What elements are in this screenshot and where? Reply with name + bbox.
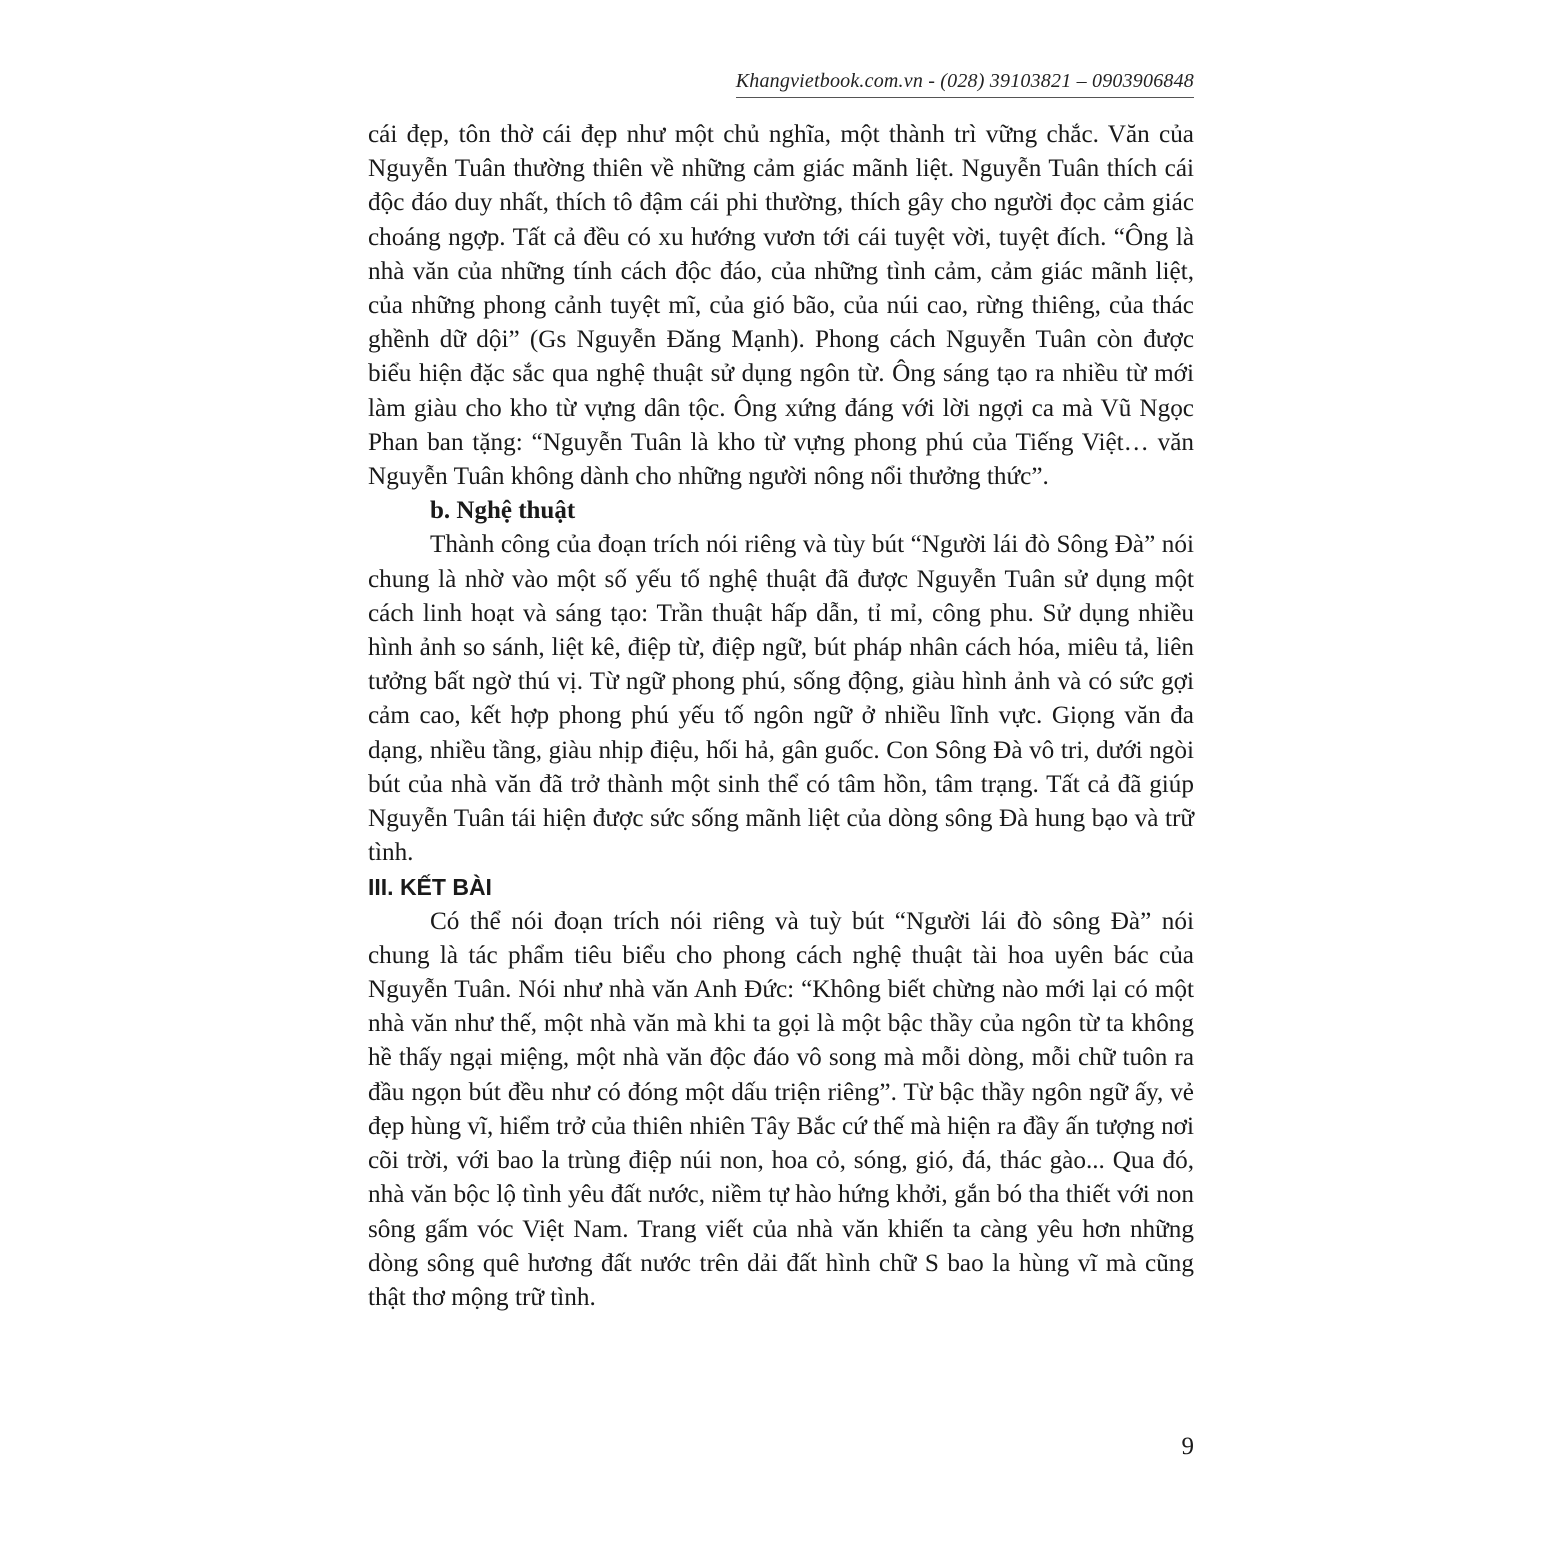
section-heading-ket-bai: III. KẾT BÀI <box>368 874 492 901</box>
paragraph-nghe-thuat: Thành công của đoạn trích nói riêng và tùy bút “Người lái đò Sông Đà” nói chung là nhờ vào một số yếu tố nghệ thuật đã được Nguyễn Tuân sử dụng một cách linh hoạt và sáng tạo: Trần thuật hấp dẫn, tỉ mỉ, công phu. Sử dụng nhiều hình ảnh so sánh, liệt kê, điệp từ, điệp ngữ, bút pháp nhân cách hóa, miêu tả, liên tưởng bất ngờ thú vị. Từ ngữ phong phú, sống động, giàu hình ảnh và có sức gợi cảm cao, kết hợp phong phú yếu tố ngôn ngữ ở nhiều lĩnh vực. Giọng văn đa dạng, nhiều tầng, giàu nhịp điệu, hối hả, gân guốc. Con Sông Đà vô tri, dưới ngòi bút của nhà văn đã trở thành một sinh thể có tâm hồn, tâm trạng. Tất cả đã giúp Nguyễn Tuân tái hiện được sức sống mãnh liệt của dòng sông Đà hung bạo và trữ tình. <box>368 531 1194 867</box>
paragraph-continued: cái đẹp, tôn thờ cái đẹp như một chủ nghĩa, một thành trì vững chắc. Văn của Nguyễn Tuân thường thiên về những cảm giác mãnh liệt. Nguyễn Tuân thích cái độc đáo duy nhất, thích tô đậm cái phi thường, thích gây cho người đọc cảm giác choáng ngợp. Tất cả đều có xu hướng vươn tới cái tuyệt vời, tuyệt đích. “Ông là nhà văn của những tính cách độc đáo, của những tình cảm, cảm giác mãnh liệt, của những phong cảnh tuyệt mĩ, của gió bão, của núi cao, rừng thiêng, của thác ghềnh dữ dội” (Gs Nguyễn Đăng Mạnh). Phong cách Nguyễn Tuân còn được biểu hiện đặc sắc qua nghệ thuật sử dụng ngôn từ. Ông sáng tạo ra nhiều từ mới làm giàu cho kho từ vựng dân tộc. Ông xứng đáng với lời ngợi ca mà Vũ Ngọc Phan ban tặng: “Nguyễn Tuân là kho từ vựng phong phú của Tiếng Việt… văn Nguyễn Tuân không dành cho những người nông nổi thưởng thức”. <box>368 121 1194 491</box>
subheading-nghe-thuat: b. Nghệ thuật <box>430 497 576 525</box>
page-number: 9 <box>1181 1433 1194 1460</box>
main-content <box>368 118 1194 1315</box>
page-header-contact: Khangvietbook.com.vn - (028) 39103821 – 0903906848 <box>736 70 1194 98</box>
paragraph-ket-bai: Có thể nói đoạn trích nói riêng và tuỳ bút “Người lái đò sông Đà” nói chung là tác phẩm tiêu biểu cho phong cách nghệ thuật tài hoa uyên bác của Nguyễn Tuân. Nói như nhà văn Anh Đức: “Không biết chừng nào mới lại có một nhà văn như thế, một nhà văn mà khi ta gọi là một bậc thầy của ngôn từ ta không hề thấy ngại miệng, một nhà văn độc đáo vô song mà mỗi dòng, mỗi chữ tuôn ra đầu ngọn bút đều như có đóng một dấu triện riêng”. Từ bậc thầy ngôn ngữ ấy, vẻ đẹp hùng vĩ, hiểm trở của thiên nhiên Tây Bắc cứ thế mà hiện ra đầy ấn tượng nơi cõi trời, với bao la trùng điệp núi non, hoa cỏ, sóng, gió, đá, thác gào... Qua đó, nhà văn bộc lộ tình yêu đất nước, niềm tự hào hứng khởi, gắn bó tha thiết với non sông gấm vóc Việt Nam. Trang viết của nhà văn khiến ta càng yêu hơn những dòng sông quê hương đất nước trên dải đất hình chữ S bao la hùng vĩ mà cũng thật thơ mộng trữ tình. <box>368 907 1194 1311</box>
